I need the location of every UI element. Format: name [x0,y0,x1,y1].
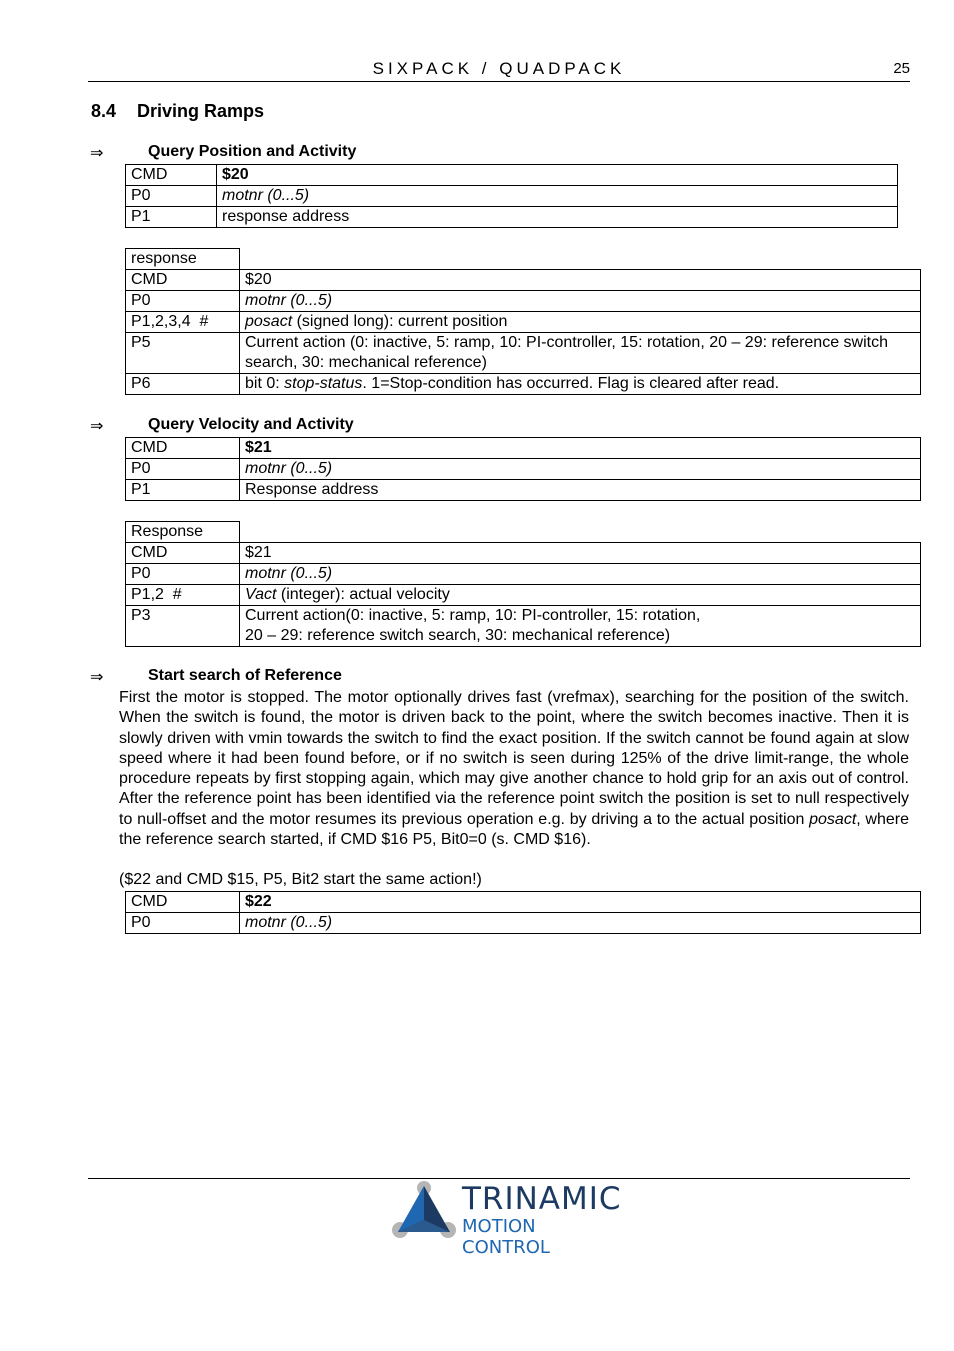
table-row [126,312,921,333]
table-row [126,564,921,585]
block1-heading: Query Position and Activity [148,143,357,160]
block3-cmd-table [125,891,921,934]
param-label: CMD [126,543,240,564]
param-value: Response address [240,480,921,501]
block2-cmd-table [125,437,921,501]
param-label: P6 [126,374,240,395]
table-row [126,892,921,913]
param-value: motnr (0...5) [240,564,921,585]
param-label: P1,2,3,4 # [126,312,240,333]
section-title: Driving Ramps [137,101,265,121]
param-label: P1 [126,207,217,228]
param-value: motnr (0...5) [240,459,921,480]
table-row [126,165,898,186]
response-header: response [126,249,240,270]
table-row [126,438,921,459]
block1-cmd-table [125,164,898,228]
param-label: CMD [126,165,217,186]
table-row [126,913,921,934]
table-row [126,480,921,501]
block2-heading: Query Velocity and Activity [148,416,354,433]
table-row [126,249,921,270]
param-label: P1,2 # [126,585,240,606]
block2-response-table [125,521,921,647]
table-row [126,374,921,395]
param-value: motnr (0...5) [240,291,921,312]
page-header [88,57,910,82]
header-title: SIXPACK / QUADPACK [372,59,626,78]
param-label: P0 [126,564,240,585]
param-label: P0 [126,291,240,312]
param-value: $22 [240,892,921,913]
reference-search-note: ($22 and CMD $15, P5, Bit2 start the same action!) [119,871,482,888]
param-value: $21 [240,543,921,564]
param-label: CMD [126,438,240,459]
param-label: CMD [126,892,240,913]
table-row [126,606,921,647]
table-row [126,543,921,564]
param-value: $20 [240,270,921,291]
param-value: motnr (0...5) [240,913,921,934]
table-row [126,459,921,480]
reference-search-description: First the motor is stopped. The motor optionally drives fast (vrefmax), searching for the position of the switch. When the switch is found, the motor is driven back to the point, where the switch becomes inactive. Then it is slowly driven with vmin towards the switch to find the exact position. If the switch cannot be found again at slow speed where it had been found before, or if no switch is seen during 125% of the drive limit-range, the whole procedure repeats by first stopping again, which may give another chance to hold grip for an axis out of control. After the reference point has been identified via the reference point switch the position is set to null respectively to null-offset and the motor resumes its previous operation e.g. by driving a to the actual position posact, where the reference search started, if CMD $16 P5, Bit0=0 (s. CMD $16). [119,689,910,849]
param-value: bit 0: stop-status. 1=Stop-condition has occurred. Flag is cleared after read. [240,374,921,395]
section-heading [91,101,264,122]
param-value: $20 [217,165,898,186]
table-row [126,291,921,312]
footer-rule [88,1178,910,1179]
param-value: posact (signed long): current position [240,312,921,333]
table-row [126,186,898,207]
param-label: P0 [126,459,240,480]
param-label: P5 [126,333,240,374]
page-number: 25 [893,60,910,77]
logo-subtitle: MOTION CONTROL [462,1216,550,1258]
param-value: Vact (integer): actual velocity [240,585,921,606]
param-label: P3 [126,606,240,647]
param-value: motnr (0...5) [217,186,898,207]
table-row [126,585,921,606]
param-label: CMD [126,270,240,291]
param-value: Current action(0: inactive, 5: ramp, 10: PI-controller, 15: rotation, 20 – 29: reference switch search, 30: mechanical reference) [240,606,921,647]
table-row [126,333,921,374]
param-value: $21 [240,438,921,459]
param-label: P0 [126,913,240,934]
table-row [126,522,921,543]
trinamic-logo [390,1180,622,1258]
response-header: Response [126,522,240,543]
table-row [126,207,898,228]
arrow-icon: ⇒ [90,418,104,435]
trinamic-logo-icon [390,1180,460,1242]
arrow-icon: ⇒ [90,145,104,162]
param-label: P1 [126,480,240,501]
section-number: 8.4 [91,101,117,121]
param-value: response address [217,207,898,228]
logo-name: TRINAMIC [462,1181,622,1217]
param-label: P0 [126,186,217,207]
param-value: Current action (0: inactive, 5: ramp, 10: PI-controller, 15: rotation, 20 – 29: reference switch search, 30: mechanical reference) [240,333,921,374]
block1-response-table [125,248,921,395]
block3-heading: Start search of Reference [148,667,342,684]
table-row [126,270,921,291]
arrow-icon: ⇒ [90,669,104,686]
